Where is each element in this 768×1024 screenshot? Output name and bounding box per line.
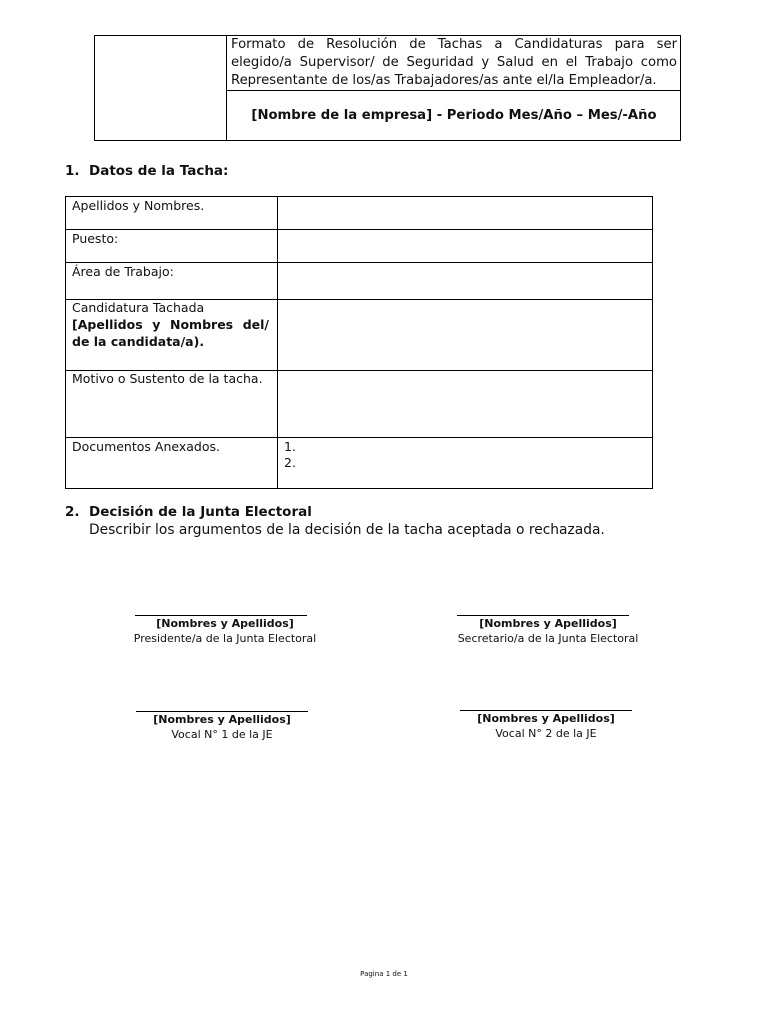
signature-line (457, 615, 629, 616)
signature-role: Secretario/a de la Junta Electoral (457, 632, 639, 645)
section1-title: Datos de la Tacha: (89, 163, 229, 179)
signature-line (460, 710, 632, 711)
documento-item-2: 2. (284, 455, 296, 470)
signature-name: [Nombres y Apellidos] (479, 617, 617, 630)
section2-number: 2. (65, 504, 80, 520)
label-candidatura-tachada: Candidatura Tachada (72, 300, 205, 315)
label-area-trabajo: Área de Trabajo: (72, 264, 174, 279)
label-apellidos-nombres: Apellidos y Nombres. (72, 198, 205, 213)
signature-line (136, 711, 308, 712)
table-column-divider (277, 196, 278, 489)
signature-role: Presidente/a de la Junta Electoral (133, 632, 317, 645)
row-divider (65, 229, 653, 230)
label-motivo: Motivo o Sustento de la tacha. (72, 371, 263, 386)
section2-title: Decisión de la Junta Electoral (89, 504, 312, 520)
label-puesto: Puesto: (72, 231, 119, 246)
signature-name: [Nombres y Apellidos] (153, 713, 291, 726)
company-period: [Nombre de la empresa] - Periodo Mes/Año – Mes/-Año (251, 108, 657, 123)
signature-role: Vocal N° 2 de la JE (495, 727, 597, 740)
document-title: Formato de Resolución de Tachas a Candidaturas para ser elegido/a Supervisor/ de Seguridad y Salud en el Trabajo como Representante de los/as Trabajadores/as ante el/la Empleador/a. (231, 37, 677, 88)
label-documentos: Documentos Anexados. (72, 439, 220, 454)
section1-number: 1. (65, 163, 80, 179)
logo-cell (94, 35, 227, 141)
signature-role: Vocal N° 1 de la JE (171, 728, 273, 741)
signature-name: [Nombres y Apellidos] (477, 712, 615, 725)
page-number: Pagina 1 de 1 (360, 970, 408, 978)
label-candidata-name-note: [Apellidos y Nombres del/ de la candidata/a). (72, 317, 269, 349)
section2-description: Describir los argumentos de la decisión de la tacha aceptada o rechazada. (89, 522, 605, 538)
documento-item-1: 1. (284, 439, 296, 454)
signature-name: [Nombres y Apellidos] (156, 617, 294, 630)
signature-line (135, 615, 307, 616)
